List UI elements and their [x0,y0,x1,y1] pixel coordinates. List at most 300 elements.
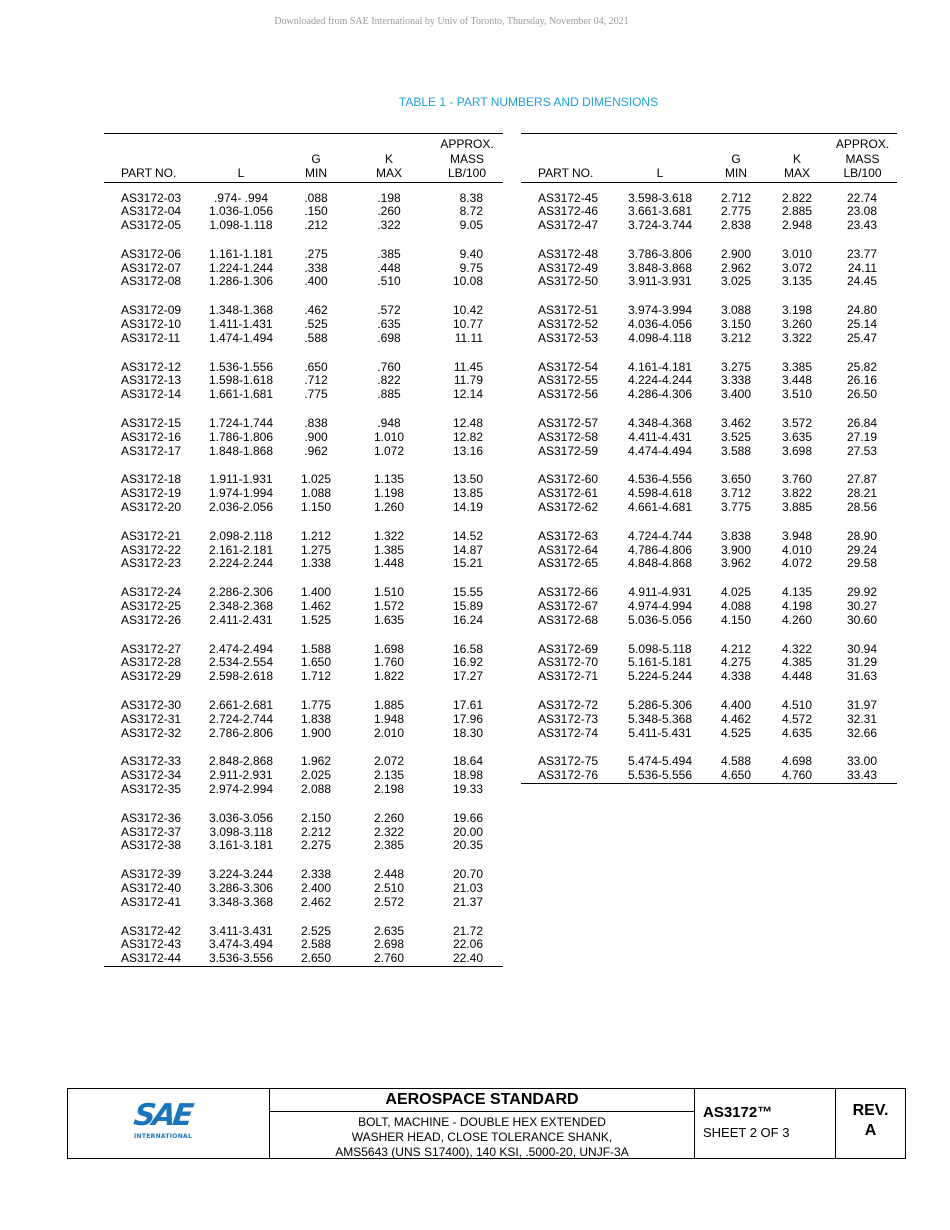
cell-part-no: AS3172-59 [538,443,599,458]
cell-mass: 20.35 [452,838,483,853]
left-parts-table [104,133,503,970]
cell-k-max: .572 [377,303,401,318]
cell-part-no: AS3172-46 [538,204,599,219]
cell-g-min: 2.338 [300,867,332,882]
download-note: Downloaded from SAE International by Univ of Toronto, Thursday, November 04, 2021 [274,16,629,27]
cell-l: 4.724-4.744 [627,528,693,543]
cell-part-no: AS3172-36 [121,810,182,825]
table-row [104,727,503,741]
cell-k-max: 1.948 [373,711,405,726]
cell-k-max: 3.072 [781,260,813,275]
cell-g-min: 1.900 [300,725,332,740]
cell-k-max: 1.135 [373,472,405,487]
cell-part-no: AS3172-29 [121,669,182,684]
header-mass: APPROX. MASS LB/100 [828,134,897,183]
cell-mass: 17.27 [452,669,483,684]
cell-g-min: 1.588 [300,641,332,656]
cell-g-min: 4.400 [720,698,752,713]
cell-part-no: AS3172-71 [538,669,599,684]
cell-part-no: AS3172-07 [121,260,182,275]
cell-part-no: AS3172-55 [538,373,599,388]
cell-mass: 29.24 [846,542,877,557]
cell-k-max: 2.510 [373,880,405,895]
table-row [521,557,897,571]
cell-g-min: 4.650 [720,768,752,783]
cell-mass: 19.66 [452,810,483,825]
cell-part-no: AS3172-17 [121,443,182,458]
cell-mass: 26.84 [846,416,877,431]
cell-k-max: 3.698 [781,443,813,458]
cell-part-no: AS3172-52 [538,317,599,332]
cell-mass: 29.92 [846,585,877,600]
cell-part-no: AS3172-54 [538,359,599,374]
cell-l: 2.036-2.056 [208,500,274,515]
table-row [521,515,897,544]
cell-g-min: 2.962 [720,260,752,275]
left-table-body [104,182,503,966]
description-line-1: BOLT, MACHINE - DOUBLE HEX EXTENDED [358,1115,606,1129]
cell-part-no: AS3172-61 [538,486,599,501]
cell-k-max: .510 [377,274,401,289]
cell-mass: 10.42 [452,303,483,318]
cell-part-no: AS3172-48 [538,246,599,261]
cell-k-max: 1.385 [373,542,405,557]
cell-g-min: 3.900 [720,542,752,557]
cell-k-max: 1.635 [373,612,405,627]
cell-g-min: .400 [304,274,328,289]
cell-k-max: .385 [377,246,401,261]
cell-k-max: 4.448 [781,669,813,684]
cell-g-min: 3.025 [720,274,752,289]
table-row [104,910,503,939]
header-k: K MAX [347,134,431,183]
table-row [104,445,503,459]
table-row [104,938,503,952]
header-l: L [614,134,706,183]
cell-mass: 11.79 [453,373,483,388]
cell-l: 5.036-5.056 [627,612,693,627]
cell-mass: 12.48 [452,416,483,431]
cell-g-min: 2.025 [300,768,332,783]
table-row [104,600,503,614]
cell-part-no: AS3172-51 [538,303,599,318]
table-row [104,346,503,375]
cell-mass: 17.61 [452,698,483,713]
cell-l: 5.098-5.118 [628,641,692,656]
right-header-row [521,134,897,183]
cell-part-no: AS3172-26 [121,612,182,627]
cell-l: 3.098-3.118 [209,824,273,839]
cell-mass: 15.89 [452,599,483,614]
table-row [521,388,897,402]
description-line-3: AMS5643 (UNS S17400), 140 KSI, .5000-20, UNJF-3A [335,1145,629,1159]
table-row [521,332,897,346]
table-row [521,769,897,783]
cell-mass: 31.97 [846,698,877,713]
cell-k-max: 1.510 [373,585,405,600]
header-l: L [197,134,285,183]
title-block [67,1088,906,1159]
cell-part-no: AS3172-50 [538,274,599,289]
cell-g-min: 4.275 [720,655,752,670]
cell-l: 2.474-2.494 [208,641,274,656]
cell-g-min: 4.025 [720,585,752,600]
table-row [521,445,897,459]
cell-k-max: .260 [377,204,401,219]
table-row [104,826,503,840]
cell-g-min: .650 [304,359,328,374]
cell-l: 4.598-4.618 [627,486,693,501]
cell-mass: 10.08 [452,274,483,289]
table-row [104,501,503,515]
cell-k-max: 2.698 [373,937,405,952]
cell-l: 4.786-4.806 [627,542,693,557]
table-row [104,614,503,628]
table-row [521,289,897,318]
cell-k-max: 3.572 [781,416,813,431]
table-row [104,205,503,219]
cell-g-min: 1.338 [300,556,332,571]
cell-part-no: AS3172-13 [121,373,182,388]
left-parts-table-container [104,133,503,970]
revision-label: REV. [852,1102,889,1119]
cell-l: 4.286-4.306 [627,387,693,402]
table-row [104,769,503,783]
table-row [104,275,503,289]
cell-k-max: 2.385 [373,838,405,853]
cell-mass: 32.31 [846,711,877,726]
table-row [521,318,897,332]
table-row [104,952,503,966]
cell-mass: 23.08 [846,204,877,219]
cell-g-min: 2.588 [300,937,332,952]
cell-mass: 8.38 [459,190,483,205]
cell-part-no: AS3172-21 [121,528,182,543]
cell-g-min: 2.150 [300,810,332,825]
cell-mass: 30.27 [846,599,877,614]
cell-k-max: 3.760 [781,472,813,487]
cell-part-no: AS3172-70 [538,655,599,670]
cell-mass: 11.11 [454,330,483,345]
cell-g-min: 2.775 [720,204,752,219]
cell-k-max: 1.072 [373,443,405,458]
cell-l: 3.348-3.368 [208,894,274,909]
cell-k-max: 2.572 [373,894,405,909]
cell-mass: 24.80 [846,303,877,318]
sheet-number: SHEET 2 OF 3 [703,1125,790,1140]
cell-part-no: AS3172-64 [538,542,599,557]
cell-k-max: 3.822 [781,486,813,501]
cell-k-max: 3.885 [781,500,813,515]
cell-mass: 15.21 [452,556,483,571]
cell-part-no: AS3172-60 [538,472,599,487]
cell-g-min: 4.588 [720,754,752,769]
cell-part-no: AS3172-39 [121,867,182,882]
cell-l: 4.974-4.994 [627,599,693,614]
cell-g-min: .275 [304,246,328,261]
cell-g-min: 3.525 [720,429,752,444]
cell-part-no: AS3172-69 [538,641,599,656]
cell-l: 2.286-2.306 [208,585,274,600]
cell-g-min: 1.462 [300,599,332,614]
cell-l: 2.911-2.931 [209,768,273,783]
cell-k-max: 2.885 [781,204,813,219]
table-row [521,713,897,727]
cell-k-max: .635 [377,317,401,332]
cell-g-min: 1.650 [300,655,332,670]
cell-k-max: 4.760 [781,768,813,783]
cell-g-min: 1.212 [300,528,332,543]
cell-g-min: 1.150 [300,500,332,515]
cell-g-min: 3.462 [720,416,752,431]
table-row [521,182,897,205]
cell-mass: 16.92 [452,655,483,670]
cell-g-min: 2.462 [300,894,332,909]
cell-l: 2.724-2.744 [208,711,274,726]
cell-k-max: 2.448 [373,867,405,882]
cell-part-no: AS3172-18 [121,472,182,487]
cell-l: 2.974-2.994 [208,782,274,796]
cell-part-no: AS3172-23 [121,556,182,571]
cell-l: 5.411-5.431 [628,725,692,740]
cell-part-no: AS3172-73 [538,711,599,726]
cell-g-min: 1.025 [300,472,332,487]
cell-g-min: 2.525 [300,923,332,938]
cell-k-max: 4.385 [781,655,813,670]
cell-l: 3.661-3.681 [627,204,693,219]
cell-k-max: .885 [377,387,401,402]
cell-g-min: 2.838 [720,218,752,233]
header-k: K MAX [766,134,828,183]
cell-mass: 21.37 [452,894,483,909]
table-row [521,684,897,713]
table-row [104,515,503,544]
table-row [521,656,897,670]
cell-part-no: AS3172-30 [121,698,182,713]
table-row [104,544,503,558]
cell-mass: 12.14 [452,387,483,402]
revision [836,1089,905,1141]
cell-k-max: 4.260 [781,612,813,627]
cell-mass: 23.77 [846,246,877,261]
description-cell [270,1089,695,1158]
cell-k-max: 2.260 [373,810,405,825]
cell-mass: 31.63 [846,669,877,684]
cell-k-max: 4.698 [781,754,813,769]
cell-mass: 18.64 [452,754,483,769]
cell-part-no: AS3172-45 [538,190,599,205]
table-row [521,544,897,558]
sae-logo-subtext: INTERNATIONAL [134,1133,193,1140]
cell-mass: 9.05 [459,218,483,233]
table-row [521,740,897,769]
table-row [521,219,897,233]
cell-l: 1.348-1.368 [208,303,274,318]
standard-description [270,1112,694,1160]
cell-part-no: AS3172-65 [538,556,599,571]
right-parts-table [521,133,897,787]
cell-mass: 28.90 [846,528,877,543]
cell-k-max: 4.572 [781,711,813,726]
cell-mass: 14.87 [452,542,483,557]
cell-l: 1.098-1.118 [209,218,273,233]
cell-g-min: 3.212 [720,330,752,345]
cell-part-no: AS3172-08 [121,274,182,289]
cell-part-no: AS3172-20 [121,500,182,515]
cell-mass: 27.53 [846,443,877,458]
revision-cell [836,1089,905,1158]
table-row [521,727,897,741]
cell-g-min: .088 [304,190,328,205]
table-row [521,458,897,487]
cell-l: 1.161-1.181 [208,246,274,261]
cell-part-no: AS3172-43 [121,937,182,952]
cell-part-no: AS3172-62 [538,500,599,515]
cell-g-min: 1.525 [300,612,332,627]
cell-k-max: 4.510 [781,698,813,713]
cell-l: 4.411-4.431 [628,429,692,444]
cell-mass: 29.58 [846,556,877,571]
cell-k-max: 3.260 [781,317,813,332]
cell-g-min: 3.338 [720,373,752,388]
cell-part-no: AS3172-34 [121,768,182,783]
cell-mass: 21.72 [452,923,483,938]
cell-part-no: AS3172-22 [121,542,182,557]
cell-mass: 18.98 [452,768,483,783]
cell-g-min: 4.462 [720,711,752,726]
cell-k-max: 1.698 [373,641,405,656]
cell-k-max: 4.198 [781,599,813,614]
cell-k-max: 1.760 [373,655,405,670]
cell-part-no: AS3172-74 [538,725,599,740]
cell-mass: 28.56 [846,500,877,515]
cell-g-min: 3.712 [720,486,752,501]
cell-mass: 19.33 [452,782,483,796]
left-header-row [104,134,503,183]
cell-g-min: 1.838 [300,711,332,726]
header-part-no: PART NO. [521,134,614,183]
cell-l: 4.661-4.681 [627,500,693,515]
cell-l: 1.848-1.868 [208,443,274,458]
cell-k-max: 2.635 [373,923,405,938]
cell-l: 3.036-3.056 [208,810,274,825]
cell-l: 2.598-2.618 [208,669,274,684]
cell-g-min: 4.338 [720,669,752,684]
cell-l: 5.224-5.244 [627,669,693,684]
cell-part-no: AS3172-67 [538,599,599,614]
cell-l: 5.536-5.556 [627,768,693,783]
cell-l: 1.661-1.681 [208,387,274,402]
cell-g-min: .338 [304,260,328,275]
cell-k-max: 3.385 [781,359,813,374]
table-row [104,219,503,233]
cell-g-min: 3.775 [720,500,752,515]
cell-g-min: .150 [304,204,328,219]
cell-part-no: AS3172-24 [121,585,182,600]
cell-g-min: 3.400 [720,387,752,402]
cell-l: 3.161-3.181 [208,838,274,853]
cell-mass: 25.82 [846,359,877,374]
cell-mass: 30.60 [846,612,877,627]
table-row [104,571,503,600]
cell-g-min: .588 [304,330,328,345]
cell-k-max: 4.322 [781,641,813,656]
table-row [521,275,897,289]
cell-part-no: AS3172-68 [538,612,599,627]
cell-part-no: AS3172-03 [121,190,182,205]
cell-l: 3.974-3.994 [627,303,693,318]
cell-k-max: 2.010 [373,725,405,740]
cell-part-no: AS3172-75 [538,754,599,769]
cell-part-no: AS3172-72 [538,698,599,713]
table-row [104,713,503,727]
cell-mass: 21.03 [452,880,483,895]
cell-g-min: 3.150 [720,317,752,332]
cell-g-min: 1.088 [300,486,332,501]
table-row [104,839,503,853]
cell-g-min: .962 [304,443,328,458]
cell-g-min: 2.088 [300,782,332,796]
cell-g-min: 1.775 [300,698,332,713]
cell-part-no: AS3172-12 [121,359,182,374]
cell-k-max: 1.572 [373,599,405,614]
cell-part-no: AS3172-44 [121,951,182,966]
cell-l: 3.536-3.556 [208,951,274,966]
right-parts-table-container [521,133,897,787]
cell-mass: 14.52 [452,528,483,543]
cell-part-no: AS3172-05 [121,218,182,233]
table-row [521,487,897,501]
cell-g-min: 2.650 [300,951,332,966]
cell-mass: 12.82 [452,429,483,444]
cell-k-max: 1.822 [373,669,405,684]
cell-l: 3.724-3.744 [627,218,693,233]
cell-l: 5.161-5.181 [627,655,693,670]
cell-l: 2.411-2.431 [209,612,273,627]
cell-part-no: AS3172-37 [121,824,182,839]
table-row [104,656,503,670]
cell-g-min: 1.400 [300,585,332,600]
cell-l: 1.724-1.744 [208,416,274,431]
header-part-no: PART NO. [104,134,197,183]
table-row [104,557,503,571]
table-row [521,346,897,375]
cell-l: 2.661-2.681 [208,698,274,713]
cell-l: 1.474-1.494 [208,330,274,345]
table-row [521,501,897,515]
cell-k-max: 2.322 [373,824,405,839]
cell-mass: 13.16 [452,443,483,458]
cell-mass: 15.55 [452,585,483,600]
table-row [104,233,503,262]
cell-l: 2.161-2.181 [208,542,274,557]
document-number: AS3172™ [703,1104,773,1121]
cell-k-max: 3.635 [781,429,813,444]
cell-mass: 10.77 [452,317,483,332]
cell-part-no: AS3172-57 [538,416,599,431]
cell-g-min: .900 [304,429,328,444]
cell-g-min: 4.212 [720,641,752,656]
cell-l: 4.536-4.556 [627,472,693,487]
cell-mass: 25.14 [846,317,877,332]
cell-mass: 30.94 [846,641,877,656]
cell-k-max: 3.948 [781,528,813,543]
cell-k-max: 3.135 [781,274,813,289]
cell-k-max: 4.635 [781,725,813,740]
cell-k-max: 3.448 [781,373,813,388]
cell-mass: 25.47 [846,330,877,345]
cell-l: 1.536-1.556 [208,359,274,374]
